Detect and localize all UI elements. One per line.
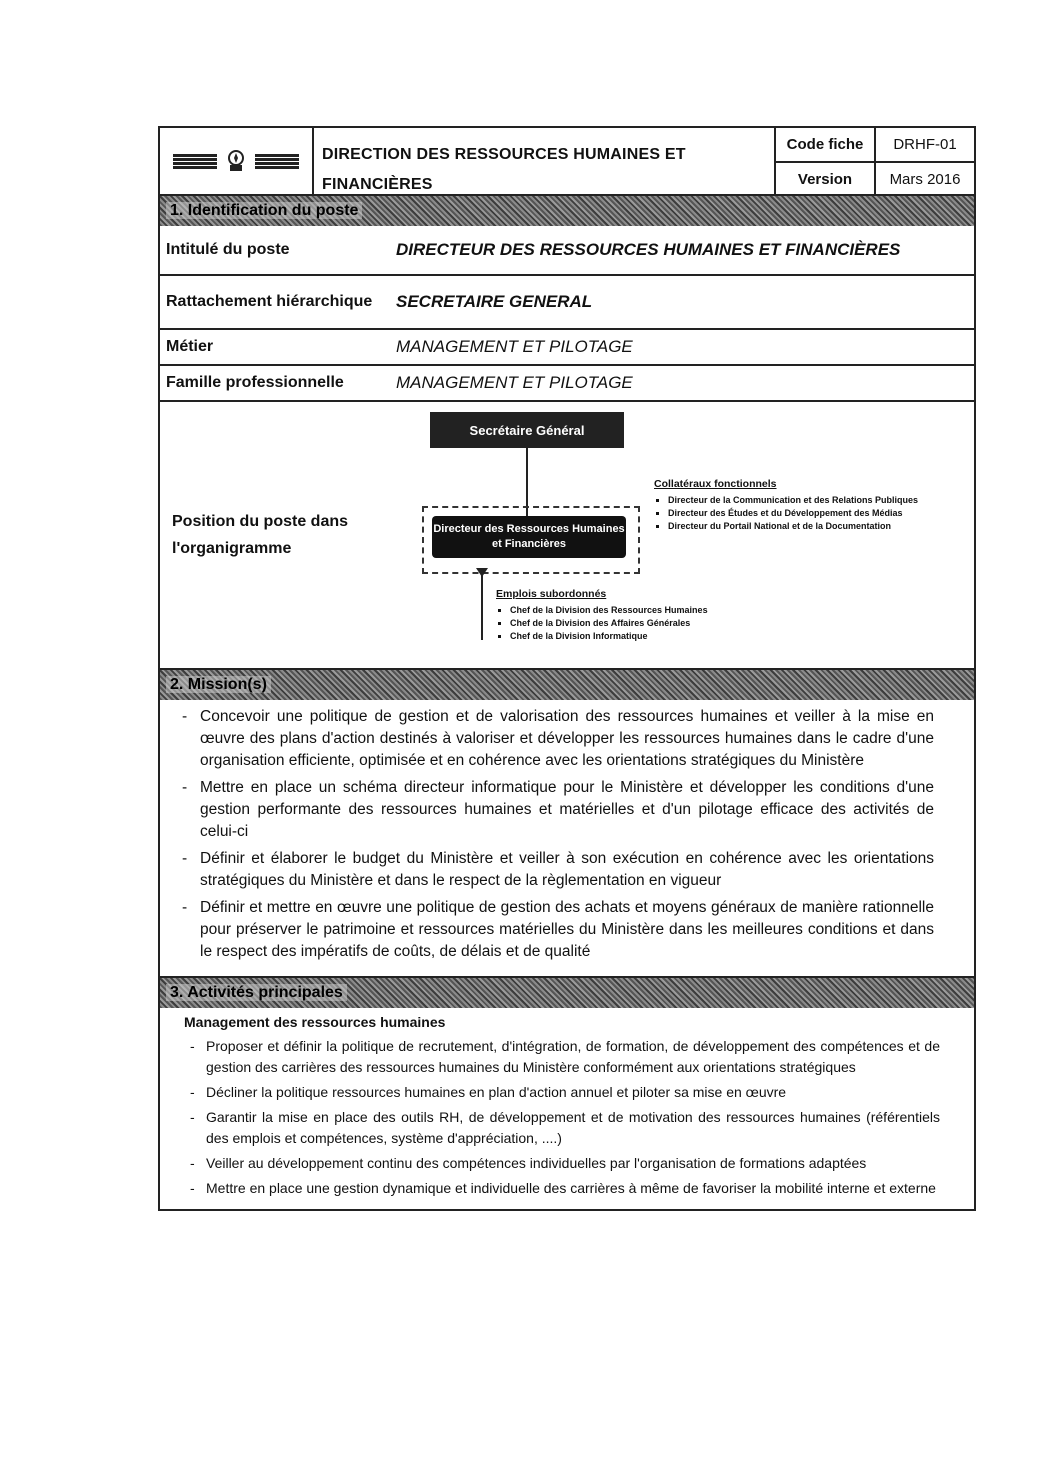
- activity-item: - Garantir la mise en place des outils RH, de développement et de motivation des ressources humaines (référentiels des emplois et compétences, système d'appréciation, ....): [184, 1107, 940, 1149]
- section-2-bar: [158, 670, 976, 700]
- job-sheet: [158, 126, 976, 1211]
- row-intitule: [158, 226, 976, 276]
- position-label: Position du poste dans l'organigramme: [172, 513, 349, 557]
- org-subordinates: [496, 588, 708, 643]
- section-2-title: 2. Mission(s): [166, 676, 271, 693]
- section-3-title: 3. Activités principales: [166, 984, 347, 1001]
- row-famille: [158, 366, 976, 402]
- subordinate-item: ▪ Chef de la Division Informatique: [510, 630, 708, 643]
- row-label: Famille professionnelle: [166, 374, 344, 391]
- ministry-logo: [160, 128, 314, 194]
- code-label: Code fiche: [776, 128, 876, 161]
- activity-item: - Proposer et définir la politique de recrutement, d'intégration, de formation, de développement des compétences et de gestion des carrières des ressources humaines du Ministère conformément aux orientations stratégiques: [184, 1036, 940, 1078]
- document-header: [158, 126, 976, 196]
- version-value: Mars 2016: [889, 171, 961, 188]
- mission-item: - Définir et élaborer le budget du Ministère et veiller à son exécution en cohérence avec les orientations stratégiques du Ministère et dans le respect de la règlementation en vigueur: [182, 848, 934, 892]
- activities-subtitle: Management des ressources humaines: [184, 1014, 446, 1030]
- org-collaterals: [654, 478, 918, 533]
- org-box-secretaire: Secrétaire Général: [430, 412, 624, 448]
- logo-left-text: [173, 153, 217, 170]
- activity-item: - Veiller au développement continu des compétences individuelles par l'organisation de formations adaptées: [184, 1153, 940, 1174]
- row-metier: [158, 330, 976, 366]
- row-value: MANAGEMENT ET PILOTAGE: [396, 337, 633, 356]
- collaterals-title: Collatéraux fonctionnels: [654, 478, 777, 490]
- collateral-item: ▪ Directeur du Portail National et de la Documentation: [668, 520, 918, 533]
- row-value: MANAGEMENT ET PILOTAGE: [396, 373, 633, 392]
- mission-block: [158, 700, 976, 978]
- row-value: DIRECTEUR DES RESSOURCES HUMAINES ET FINANCIÈRES: [396, 240, 901, 259]
- activities-block: [158, 1008, 976, 1211]
- mission-item: - Mettre en place un schéma directeur informatique pour le Ministère et développer les conditions d'une gestion performante des ressources humaines et matérielles et d'un pilotage efficace des activités de celui-ci: [182, 777, 934, 843]
- org-box-directeur: Directeur des Ressources Humaines et Financières: [432, 516, 626, 558]
- subordinate-item: ▪ Chef de la Division des Affaires Générales: [510, 617, 708, 630]
- header-meta: [776, 128, 974, 194]
- collateral-item: ▪ Directeur des Études et du Développement des Médias: [668, 507, 918, 520]
- subordinates-title: Emplois subordonnés: [496, 588, 607, 600]
- section-1-title: 1. Identification du poste: [166, 202, 362, 219]
- collateral-item: ▪ Directeur de la Communication et des Relations Publiques: [668, 494, 918, 507]
- subordinate-item: ▪ Chef de la Division des Ressources Humaines: [510, 604, 708, 617]
- org-chart-row: [158, 402, 976, 670]
- row-label: Rattachement hiérarchique: [166, 293, 373, 310]
- version-label: Version: [776, 163, 876, 196]
- emblem-icon: [225, 148, 247, 174]
- org-arrow-line: [481, 570, 483, 640]
- org-arrow-head: [476, 568, 488, 577]
- direction-title: DIRECTION DES RESSOURCES HUMAINES ET FINANCIÈRES: [314, 128, 776, 194]
- logo-right-text: [255, 153, 299, 170]
- activity-item: - Mettre en place une gestion dynamique et individuelle des carrières à même de favoriser la mobilité interne et externe: [184, 1178, 940, 1199]
- mission-item: - Définir et mettre en œuvre une politique de gestion des achats et moyens généraux de manière rationnelle pour préserver le patrimoine et ressources matérielles du Ministère dans les meilleures conditions et dans le respect des impératifs de coûts, de délais et de qualité: [182, 897, 934, 963]
- activity-item: - Décliner la politique ressources humaines en plan d'action annuel et piloter sa mise en œuvre: [184, 1082, 940, 1103]
- section-1-bar: [158, 196, 976, 226]
- row-value: SECRETAIRE GENERAL: [396, 292, 593, 311]
- row-label: Métier: [166, 338, 214, 355]
- row-rattachement: [158, 276, 976, 330]
- mission-item: - Concevoir une politique de gestion et de valorisation des ressources humaines et veiller à la mise en œuvre des plans d'action destinés à valoriser et développer les ressources humaines dans le cadre d'une organisation efficiente, optimisée et en cohérence avec les orientations stratégiques du Ministère: [182, 706, 934, 772]
- row-label: Intitulé du poste: [166, 241, 290, 258]
- code-value: DRHF-01: [893, 136, 957, 153]
- section-3-bar: [158, 978, 976, 1008]
